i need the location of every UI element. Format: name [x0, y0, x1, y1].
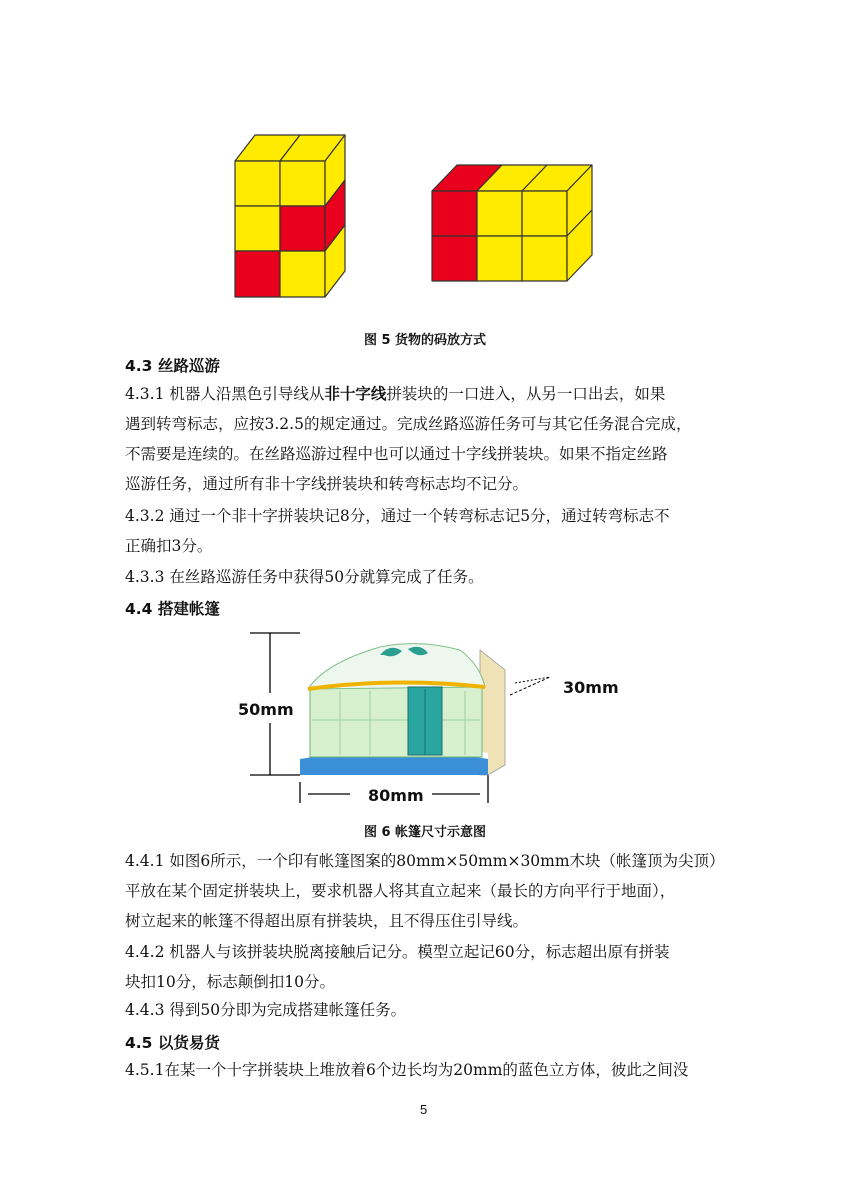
right-front-r1c1: [432, 191, 477, 236]
left-front-r3c2: [280, 251, 325, 297]
section-4-4-heading: 4.4 搭建帐篷: [125, 600, 220, 618]
left-front-r2c1: [235, 206, 280, 251]
tent-wall: [310, 687, 482, 757]
paragraph-4-4-3: 4.4.3 得到50分即为完成搭建帐篷任务。: [125, 1001, 407, 1019]
text-line: 平放在某个固定拼装块上，要求机器人将其直立起来（最长的方向平行于地面），: [125, 882, 676, 900]
left-front-r2c2: [280, 206, 325, 251]
dimension-height-label: 50mm: [238, 700, 294, 719]
figure-6-caption: 图 6 帐篷尺寸示意图: [363, 825, 487, 840]
paragraph-4-4-1: [125, 846, 725, 936]
left-front-r1c1: [235, 161, 280, 206]
page-number: 5: [420, 1102, 428, 1117]
left-front-r1c2: [280, 161, 325, 206]
left-front-r3c1: [235, 251, 280, 297]
text-line: 巡游任务，通过所有非十字线拼装块和转弯标志均不记分。: [125, 475, 529, 493]
paragraph-4-4-2: [125, 937, 725, 997]
section-4-5-heading: 4.5 以货易货: [125, 1034, 220, 1052]
section-4-3-heading: 4.3 丝路巡游: [125, 357, 220, 375]
text-line: 4.4.1 如图6所示，一个印有帐篷图案的80mm×50mm×30mm木块（帐篷顶为尖顶）: [125, 852, 725, 870]
right-front-r1c3: [522, 191, 567, 236]
text-line: 不需要是连续的。在丝路巡游过程中也可以通过十字线拼装块。如果不指定丝路: [125, 445, 668, 463]
bold-text: 非十字线: [324, 385, 387, 403]
text: 拼装块的一口进入，从另一口出去，如果: [386, 385, 666, 403]
text-line: 4.4.2 机器人与该拼装块脱离接触后记分。模型立起记60分，标志超出原有拼装: [125, 943, 670, 961]
figure-5-cube-stacks: [220, 125, 620, 305]
text-line: 遇到转弯标志，应按3.2.5的规定通过。完成丝路巡游任务可与其它任务混合完成，: [125, 415, 692, 433]
paragraph-4-3-3: 4.3.3 在丝路巡游任务中获得50分就算完成了任务。: [125, 568, 484, 586]
paragraph-4-5-1: 4.5.1在某一个十字拼装块上堆放着6个边长均为20mm的蓝色立方体，彼此之间没: [125, 1061, 689, 1079]
text: 4.3.1 机器人沿黑色引导线从: [125, 385, 325, 403]
paragraph-4-3-1: [125, 379, 725, 499]
right-front-r2c3: [522, 236, 567, 281]
text-line: 4.3.2 通过一个非十字拼装块记8分，通过一个转弯标志记5分，通过转弯标志不: [125, 507, 670, 525]
right-front-r2c1: [432, 236, 477, 281]
dimension-width-label: 80mm: [368, 786, 424, 805]
text-line: 正确扣3分。: [125, 537, 213, 555]
right-front-r1c2: [477, 191, 522, 236]
text-line: 树立起来的帐篷不得超出原有拼装块，且不得压住引导线。: [125, 912, 529, 930]
right-front-r2c2: [477, 236, 522, 281]
paragraph-4-3-2: [125, 501, 725, 561]
figure-5-caption: 图 5 货物的码放方式: [363, 333, 487, 348]
dimension-depth-label: 30mm: [563, 678, 619, 697]
text-line: 块扣10分，标志颠倒扣10分。: [125, 973, 335, 991]
